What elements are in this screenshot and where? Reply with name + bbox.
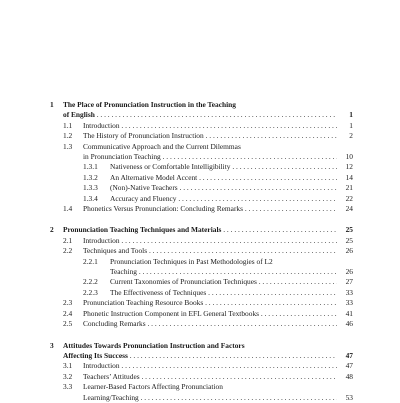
toc-entry-number: 2.2.3 — [83, 287, 98, 297]
toc-entry-title: Pronunciation Teaching Resource Books . . . — [83, 298, 337, 308]
toc-entry[interactable] — [50, 142, 353, 152]
toc-entry[interactable] — [50, 194, 353, 204]
toc-entry[interactable] — [50, 257, 353, 267]
toc-entry-number: 2.3 — [63, 298, 73, 308]
toc-entry-page: 24 — [345, 203, 353, 213]
toc-entry-title: The History of Pronunciation Instruction . . . — [83, 131, 337, 141]
toc-entry-title: Teachers’ Attitudes . . . — [83, 372, 337, 382]
toc-entry-number: 1.1 — [63, 120, 73, 130]
toc-entry-title: An Alternative Model Accent . . . — [110, 173, 337, 183]
toc-entry-number: 1.3.2 — [83, 172, 98, 182]
toc-entry[interactable] — [50, 110, 353, 120]
toc-entry-title: Teaching . . . — [110, 267, 337, 277]
toc-entry-number: 2.1 — [63, 235, 73, 245]
toc-entry-page: 25 — [345, 225, 353, 235]
toc-entry[interactable] — [50, 100, 353, 110]
toc-entry-number: 3.3 — [63, 382, 73, 392]
toc-entry-number: 1.3.3 — [83, 183, 98, 193]
toc-entry-page: 22 — [345, 193, 353, 203]
toc-entry-title: in Pronunciation Teaching . . . — [83, 152, 337, 162]
toc-entry[interactable] — [50, 361, 353, 371]
toc-entry-page: 41 — [345, 308, 353, 318]
toc-entry-title: (Non)-Native Teachers . . . — [110, 183, 337, 193]
toc-entry[interactable] — [50, 131, 353, 141]
toc-entry-page: 21 — [345, 183, 353, 193]
toc-entry-number: 1 — [50, 100, 54, 109]
toc-entry-title: Introduction . . . — [83, 361, 337, 371]
toc-entry-number: 2.2 — [63, 246, 73, 256]
toc-entry[interactable] — [50, 372, 353, 382]
toc-entry-page: 2 — [349, 131, 353, 141]
toc-entry[interactable] — [50, 236, 353, 246]
toc-entry-number: 3 — [50, 340, 54, 350]
toc-entry-title: Pronunciation Teaching Techniques and Materials . . . — [63, 225, 337, 235]
toc-entry-title: Communicative Approach and the Current Dilemmas — [83, 141, 241, 151]
table-of-contents — [50, 100, 353, 403]
toc-entry-page: 1 — [349, 120, 353, 130]
toc-entry[interactable] — [50, 183, 353, 193]
toc-entry-title: Learning/Teaching . . . — [83, 393, 337, 403]
toc-entry-page: 33 — [345, 298, 353, 308]
toc-entry-title: Nativeness or Comfortable Intelligibility . . . — [110, 162, 337, 172]
chapter-gap — [50, 214, 353, 225]
toc-entry-number: 2.4 — [63, 308, 73, 318]
toc-entry[interactable] — [50, 225, 353, 235]
toc-entry-number: 1.3.1 — [83, 162, 98, 172]
toc-entry[interactable] — [50, 288, 353, 298]
toc-entry-title: The Effectiveness of Techniques . . . — [110, 288, 337, 298]
toc-entry-number: 1.3 — [63, 141, 73, 151]
toc-entry-title: Techniques and Tools . . . — [83, 246, 337, 256]
toc-entry-number: 3.2 — [63, 371, 73, 381]
toc-entry-page: 47 — [345, 361, 353, 371]
toc-entry[interactable] — [50, 382, 353, 392]
toc-entry-title: Phonetics Versus Pronunciation: Concluding Remarks . . . — [83, 204, 337, 214]
toc-entry-page: 26 — [345, 246, 353, 256]
chapter-gap — [50, 329, 353, 340]
toc-entry[interactable] — [50, 246, 353, 256]
toc-entry-page: 48 — [345, 371, 353, 381]
toc-entry-number: 2.2.2 — [83, 277, 98, 287]
toc-entry-page: 27 — [345, 277, 353, 287]
toc-entry-title: Accuracy and Fluency . . . — [110, 194, 337, 204]
toc-entry-number: 2.5 — [63, 319, 73, 328]
toc-entry-title: Affecting Its Success . . . — [63, 351, 337, 361]
toc-entry-page: 26 — [345, 267, 353, 277]
toc-entry-page: 14 — [345, 172, 353, 182]
toc-entry[interactable] — [50, 351, 353, 361]
toc-entry-number: 2 — [50, 225, 54, 235]
toc-entry-title: The Place of Pronunciation Instruction in the Teaching — [63, 100, 236, 109]
toc-entry[interactable] — [50, 152, 353, 162]
toc-entry[interactable] — [50, 393, 353, 403]
toc-entry-page: 47 — [345, 350, 353, 360]
toc-entry-title: Introduction . . . — [83, 121, 337, 131]
toc-entry-title: Pronunciation Techniques in Past Methodologies of L2 — [110, 256, 273, 266]
toc-entry[interactable] — [50, 173, 353, 183]
toc-entry-title: Current Taxonomies of Pronunciation Techniques . . . — [110, 277, 337, 287]
toc-entry-title: Learner-Based Factors Affecting Pronunciation — [83, 382, 223, 392]
toc-entry-page: 46 — [345, 319, 353, 328]
toc-entry[interactable] — [50, 309, 353, 319]
toc-entry-page: 53 — [345, 392, 353, 402]
toc-entry-title: Phonetic Instruction Component in EFL General Textbooks . . . — [83, 309, 337, 319]
toc-entry-page: 12 — [345, 162, 353, 172]
toc-entry-page: 33 — [345, 287, 353, 297]
toc-entry[interactable] — [50, 162, 353, 172]
toc-entry[interactable] — [50, 319, 353, 329]
toc-entry-title: Introduction . . . — [83, 236, 337, 246]
toc-entry-number: 2.2.1 — [83, 256, 98, 266]
toc-entry-number: 1.3.4 — [83, 193, 98, 203]
toc-entry-page: 10 — [345, 151, 353, 161]
toc-entry[interactable] — [50, 204, 353, 214]
toc-entry-page: 1 — [349, 110, 353, 120]
toc-entry-title: Attitudes Towards Pronunciation Instruction and Factors — [63, 340, 245, 350]
toc-entry[interactable] — [50, 341, 353, 351]
toc-entry-number: 1.4 — [63, 203, 73, 213]
toc-entry-number: 1.2 — [63, 131, 73, 141]
toc-entry[interactable] — [50, 277, 353, 287]
toc-entry-number: 3.1 — [63, 361, 73, 371]
toc-entry[interactable] — [50, 298, 353, 308]
toc-entry-title: of English . . . — [63, 110, 337, 120]
toc-entry[interactable] — [50, 267, 353, 277]
toc-entry[interactable] — [50, 121, 353, 131]
toc-entry-title: Concluding Remarks . . . — [83, 319, 337, 329]
toc-entry-page: 25 — [345, 235, 353, 245]
